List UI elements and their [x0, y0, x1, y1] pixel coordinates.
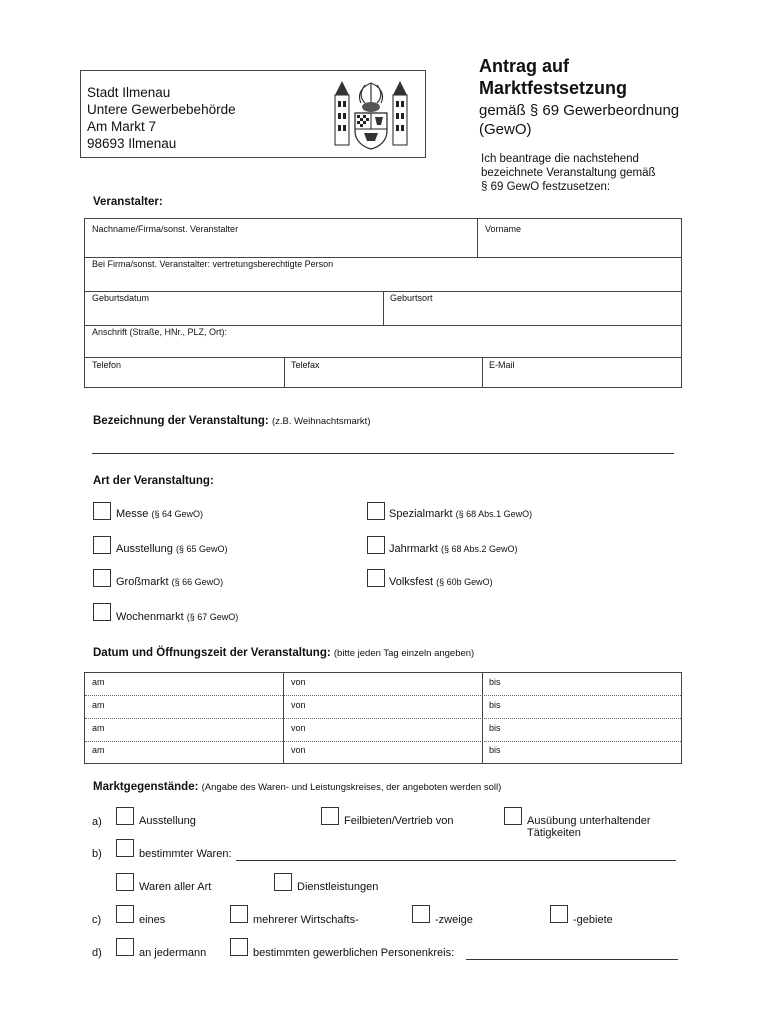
checkbox-c-zweige[interactable] [412, 905, 430, 923]
checkbox-jahrmarkt[interactable] [367, 536, 385, 554]
checkbox-grossmarkt[interactable] [93, 569, 111, 587]
checkbox-volksfest[interactable] [367, 569, 385, 587]
d-bestimmten-input-line[interactable] [466, 959, 678, 960]
form-title-line2: Marktfestsetzung [479, 78, 628, 98]
label-a-ausuebung-2: Tätigkeiten [527, 827, 581, 839]
checkbox-c-eines[interactable] [116, 905, 134, 923]
date-row2-am[interactable]: am [92, 700, 105, 710]
date-row4-von[interactable]: von [291, 745, 306, 755]
checkbox-a-ausstellung[interactable] [116, 807, 134, 825]
designation-input-line[interactable] [92, 453, 674, 454]
checkbox-messe[interactable] [93, 502, 111, 520]
dates-table [84, 672, 682, 764]
goods-a-label: a) [92, 816, 102, 828]
form-title-line1: Antrag auf [479, 56, 569, 76]
label-spezialmarkt: Spezialmarkt (§ 68 Abs.1 GewO) [389, 508, 533, 520]
label-c-gebiete: -gebiete [573, 914, 613, 926]
label-grossmarkt: Großmarkt (§ 66 GewO) [116, 576, 224, 588]
label-b-waren-aller-art: Waren aller Art [139, 881, 212, 893]
goods-heading [93, 781, 501, 793]
address-field[interactable]: Anschrift (Straße, HNr., PLZ, Ort): [92, 327, 228, 337]
label-b-dienstleistungen: Dienstleistungen [297, 881, 379, 893]
checkbox-ausstellung[interactable] [93, 536, 111, 554]
checkbox-b-waren-aller-art[interactable] [116, 873, 134, 891]
fax-field[interactable]: Telefax [291, 360, 320, 370]
goods-note: (Angabe des Waren- und Leistungskreises, der angeboten werden soll) [201, 782, 502, 793]
b-bestimmter-input-line[interactable] [236, 860, 676, 861]
dates-heading [93, 647, 474, 659]
date-row1-bis[interactable]: bis [489, 677, 501, 687]
dates-heading-text: Datum und Öffnungszeit der Veranstaltung: [93, 647, 331, 659]
date-row1-am[interactable]: am [92, 677, 105, 687]
checkbox-d-jedermann[interactable] [116, 938, 134, 956]
label-messe: Messe (§ 64 GewO) [116, 508, 203, 520]
goods-heading-text: Marktgegenstände: [93, 781, 199, 793]
date-row3-am[interactable]: am [92, 723, 105, 733]
label-wochenmarkt: Wochenmarkt (§ 67 GewO) [116, 611, 239, 623]
intro-line1: Ich beantrage die nachstehend [481, 153, 639, 165]
intro-line3: § 69 GewO festzusetzen: [481, 181, 611, 193]
firstname-field[interactable]: Vorname [485, 224, 522, 234]
label-b-bestimmter: bestimmter Waren: [139, 848, 232, 860]
email-field[interactable]: E-Mail [489, 360, 515, 370]
label-d-jedermann: an jedermann [139, 947, 207, 959]
authority-street: Am Markt 7 [87, 119, 157, 134]
label-a-ausstellung: Ausstellung [139, 815, 196, 827]
date-row4-am[interactable]: am [92, 745, 105, 755]
phone-field[interactable]: Telefon [92, 360, 122, 370]
label-ausstellung: Ausstellung (§ 65 GewO) [116, 543, 228, 555]
label-jahrmarkt: Jahrmarkt (§ 68 Abs.2 GewO) [389, 543, 518, 555]
goods-c-label: c) [92, 914, 102, 926]
designation-heading [93, 415, 370, 427]
authority-name: Stadt Ilmenau [87, 85, 171, 100]
dates-note: (bitte jeden Tag einzeln angeben) [333, 648, 475, 659]
label-volksfest: Volksfest (§ 60b GewO) [389, 576, 493, 588]
checkbox-d-bestimmten[interactable] [230, 938, 248, 956]
birthdate-field[interactable]: Geburtsdatum [92, 293, 150, 303]
goods-b-label: b) [92, 848, 102, 860]
checkbox-b-bestimmter[interactable] [116, 839, 134, 857]
coat-of-arms-icon [331, 77, 411, 153]
date-row2-von[interactable]: von [291, 700, 306, 710]
name-field[interactable]: Nachname/Firma/sonst. Veranstalter [92, 224, 239, 234]
date-row1-von[interactable]: von [291, 677, 306, 687]
checkbox-c-gebiete[interactable] [550, 905, 568, 923]
form-subtitle-line2: (GewO) [479, 121, 532, 138]
organizer-heading: Veranstalter: [93, 196, 163, 208]
designation-note: (z.B. Weihnachtsmarkt) [271, 416, 371, 427]
date-row3-bis[interactable]: bis [489, 723, 501, 733]
date-row4-bis[interactable]: bis [489, 745, 501, 755]
label-c-eines: eines [139, 914, 166, 926]
label-d-bestimmten: bestimmten gewerblichen Personenkreis: [253, 947, 455, 959]
authority-city: 98693 Ilmenau [87, 136, 177, 151]
checkbox-c-mehrerer[interactable] [230, 905, 248, 923]
checkbox-a-ausuebung[interactable] [504, 807, 522, 825]
authority-address-box [80, 70, 426, 158]
goods-d-label: d) [92, 947, 102, 959]
organizer-table [84, 218, 682, 388]
type-heading: Art der Veranstaltung: [93, 475, 214, 487]
label-c-mehrerer: mehrerer Wirtschafts- [253, 914, 359, 926]
representative-field[interactable]: Bei Firma/sonst. Veranstalter: vertretungsberechtigte Person [92, 259, 334, 269]
label-a-feilbieten: Feilbieten/Vertrieb von [344, 815, 454, 827]
checkbox-spezialmarkt[interactable] [367, 502, 385, 520]
checkbox-a-feilbieten[interactable] [321, 807, 339, 825]
date-row3-von[interactable]: von [291, 723, 306, 733]
label-c-zweige: -zweige [435, 914, 473, 926]
authority-department: Untere Gewerbebehörde [87, 102, 236, 117]
birthplace-field[interactable]: Geburtsort [390, 293, 433, 303]
checkbox-wochenmarkt[interactable] [93, 603, 111, 621]
form-subtitle-line1: gemäß § 69 Gewerbeordnung [479, 102, 680, 119]
intro-line2: bezeichnete Veranstaltung gemäß [481, 167, 656, 179]
label-a-ausuebung-1: Ausübung unterhaltender [527, 815, 651, 827]
designation-heading-text: Bezeichnung der Veranstaltung: [93, 415, 269, 427]
checkbox-b-dienstleistungen[interactable] [274, 873, 292, 891]
date-row2-bis[interactable]: bis [489, 700, 501, 710]
